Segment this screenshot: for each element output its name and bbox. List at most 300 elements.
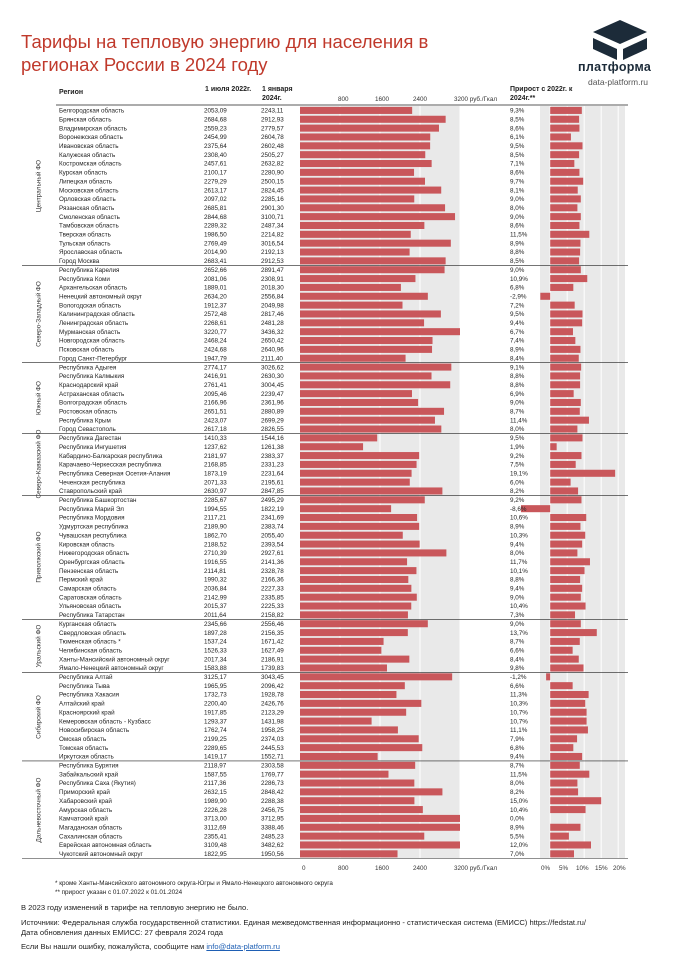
region-label: Республика Башкортостан: [59, 497, 137, 504]
growth-tick-bottom: 10%: [576, 865, 589, 872]
growth-value: 10,4%: [510, 603, 528, 611]
tariff-bar: [300, 328, 460, 335]
growth-value: 9,5%: [510, 143, 525, 150]
growth-bar: [550, 107, 582, 114]
tariff-jan2024: 3712,95: [261, 815, 284, 823]
tariff-bar: [300, 372, 432, 379]
region-label: Костромская область: [59, 160, 122, 168]
region-label: Курская область: [59, 169, 108, 177]
tariff-bar: [300, 788, 442, 795]
growth-bar: [550, 541, 582, 548]
column-header-jul2022: 1 июля 2022г.: [205, 86, 252, 93]
growth-value: 7,1%: [510, 160, 525, 168]
tariff-jan2024: 2891,47: [261, 266, 284, 274]
tariff-jul2022: 2617,18: [204, 426, 227, 434]
tariff-jan2024: 3100,71: [261, 213, 284, 221]
growth-value: 10,9%: [510, 275, 528, 283]
tariff-jul2022: 2289,32: [204, 222, 227, 230]
tariff-jan2024: 1431,98: [261, 718, 284, 726]
tariff-jan2024: 2214,82: [261, 231, 284, 239]
tariff-bar: [300, 116, 446, 123]
growth-bar: [550, 603, 585, 610]
growth-bar: [550, 408, 580, 415]
tariff-jan2024: 2123,29: [261, 709, 284, 717]
tariff-bar: [300, 735, 419, 742]
tariff-bar: [300, 231, 411, 238]
region-label: Алтайский край: [59, 700, 105, 708]
growth-value: 13,7%: [510, 629, 528, 637]
tariff-jan2024: 1544,16: [261, 435, 284, 443]
tariff-jul2022: 2189,90: [204, 523, 227, 531]
tariff-bar: [300, 833, 424, 840]
tariff-bar: [300, 133, 430, 140]
contact-email-link[interactable]: info@data-platform.ru: [206, 942, 280, 951]
group-label: [33, 672, 45, 761]
tariff-jul2022: 1916,55: [204, 558, 227, 566]
region-label: Иркутская область: [59, 753, 114, 761]
growth-bar: [550, 452, 581, 459]
growth-bar: [550, 390, 573, 397]
growth-tick-bottom: 5%: [559, 865, 569, 872]
tariff-jan2024: 2505,27: [261, 151, 284, 159]
tariff-jul2022: 2613,17: [204, 187, 227, 195]
tariff-jul2022: 2634,20: [204, 293, 227, 301]
group-label: [33, 619, 45, 672]
tariff-jul2022: 1990,32: [204, 576, 227, 584]
tariff-jul2022: 3125,17: [204, 674, 227, 681]
growth-bar: [550, 372, 580, 379]
growth-value: 6,8%: [510, 744, 525, 752]
growth-value: 11,5%: [510, 771, 528, 779]
growth-value: 9,0%: [510, 620, 525, 628]
tariff-jul2022: 2774,17: [204, 364, 227, 372]
region-label: Ненецкий автономный округ: [59, 293, 142, 301]
growth-value: 8,5%: [510, 258, 525, 266]
growth-value: 7,4%: [510, 337, 525, 345]
growth-value: 7,2%: [510, 302, 525, 310]
tariff-jan2024: 2227,33: [261, 585, 284, 593]
growth-value: 8,9%: [510, 824, 525, 832]
tariff-jan2024: 2243,11: [261, 107, 284, 115]
growth-value: 11,7%: [510, 558, 528, 566]
growth-bar: [550, 532, 585, 539]
region-label: Томская область: [59, 744, 109, 752]
tariff-jan2024: 2341,69: [261, 514, 284, 522]
tariff-bar: [300, 496, 425, 503]
tariff-jan2024: 2166,36: [261, 576, 284, 584]
growth-bar: [550, 647, 572, 654]
tariff-bar: [300, 178, 425, 185]
growth-bar: [550, 479, 570, 486]
tariff-jan2024: 2285,16: [261, 196, 284, 204]
tariff-jan2024: 2927,61: [261, 550, 284, 558]
tariff-bar: [300, 426, 441, 433]
tariff-jan2024: 2602,48: [261, 143, 284, 150]
tariff-jan2024: 1261,38: [261, 443, 284, 451]
region-label: Еврейская автономная область: [59, 842, 152, 850]
tariff-jul2022: 2632,15: [204, 789, 227, 797]
tariff-jul2022: 1947,79: [204, 355, 227, 363]
tariff-bar: [300, 505, 391, 512]
growth-bar: [550, 151, 579, 158]
region-label: Мурманская область: [59, 328, 121, 336]
region-label: Псковская область: [59, 346, 115, 354]
growth-value: 6,6%: [510, 682, 525, 690]
tariff-bar: [300, 399, 418, 406]
tariff-jul2022: 2468,24: [204, 337, 227, 345]
growth-bar: [550, 310, 582, 317]
tariff-bar: [300, 762, 415, 769]
tariff-jan2024: 2049,98: [261, 302, 284, 310]
tariff-jul2022: 2416,91: [204, 373, 227, 381]
group-label: [33, 106, 45, 265]
tariff-jul2022: 2844,68: [204, 213, 227, 221]
growth-value: 8,0%: [510, 426, 525, 434]
tariff-jan2024: 2308,91: [261, 275, 284, 283]
tariff-jul2022: 2200,40: [204, 700, 227, 708]
growth-bar: [550, 709, 586, 716]
tariff-bar: [300, 240, 451, 247]
tariff-bar: [300, 142, 430, 149]
growth-bar: [550, 328, 573, 335]
growth-bar: [550, 178, 583, 185]
growth-value: 8,2%: [510, 488, 525, 496]
tariff-bar: [300, 487, 442, 494]
growth-bar: [550, 744, 573, 751]
tariff-bar: [300, 700, 421, 707]
tariff-jan2024: 2383,37: [261, 452, 284, 460]
growth-value: 8,8%: [510, 381, 525, 389]
growth-bar: [550, 116, 579, 123]
tariff-jan2024: 2393,54: [261, 541, 284, 549]
group-label: [33, 495, 45, 619]
growth-value: 11,1%: [510, 727, 528, 735]
tariff-jul2022: 2279,29: [204, 178, 227, 186]
tariff-jul2022: 2117,21: [204, 514, 227, 522]
growth-value: 9,0%: [510, 594, 525, 602]
growth-value: 9,5%: [510, 311, 525, 319]
group-label: [33, 761, 45, 858]
growth-bar: [550, 620, 581, 627]
tick-label-bottom: 0: [302, 865, 306, 872]
growth-tick-bottom: 20%: [613, 865, 626, 872]
group-label-text: Центральный ФО: [35, 159, 43, 212]
growth-bar: [550, 142, 582, 149]
growth-value: 8,7%: [510, 762, 525, 770]
region-label: Волгоградская область: [59, 399, 127, 407]
tariff-jan2024: 2912,53: [261, 258, 284, 266]
growth-bar: [550, 355, 579, 362]
tariff-jul2022: 2761,41: [204, 381, 227, 389]
region-label: Сахалинская область: [59, 833, 123, 841]
growth-value: 9,4%: [510, 585, 525, 593]
region-label: Белгородская область: [59, 107, 125, 115]
growth-bar: [550, 346, 580, 353]
growth-bar: [550, 806, 585, 813]
tariff-bar: [300, 169, 414, 176]
tariff-bar: [300, 293, 428, 300]
region-label: Приморский край: [59, 789, 110, 797]
region-label: Республика Адыгея: [59, 364, 117, 372]
tariff-jan2024: 2361,96: [261, 399, 284, 407]
region-label: Чеченская республика: [59, 479, 126, 487]
region-label: Ярославская область: [59, 249, 123, 257]
tariff-jan2024: 2556,46: [261, 620, 284, 628]
growth-bar: [546, 673, 550, 680]
growth-bar: [550, 125, 579, 132]
tariff-bar: [300, 452, 419, 459]
region-label: Тамбовская область: [59, 222, 119, 230]
tariff-jul2022: 1994,55: [204, 505, 227, 513]
group-label-text: Дальневосточный ФО: [35, 777, 43, 843]
tariff-jan2024: 1769,77: [261, 771, 284, 779]
growth-value: 8,5%: [510, 116, 525, 124]
tariff-jan2024: 2280,90: [261, 169, 284, 177]
tariff-bar: [300, 337, 433, 344]
tariff-bar: [300, 195, 414, 202]
growth-value: 10,3%: [510, 532, 528, 540]
growth-value: 9,7%: [510, 178, 525, 186]
tariff-jan2024: 2055,40: [261, 532, 284, 540]
growth-value: 10,1%: [510, 567, 528, 575]
growth-value: 11,4%: [510, 417, 528, 425]
tariff-jan2024: 2231,64: [261, 470, 284, 478]
growth-bar: [550, 133, 571, 140]
tariff-bar: [300, 523, 419, 530]
tariff-jul2022: 2684,68: [204, 116, 227, 124]
tariff-jan2024: 2374,03: [261, 735, 284, 743]
tariff-jul2022: 2014,90: [204, 249, 227, 257]
tariff-jul2022: 1583,88: [204, 665, 227, 673]
tariff-jul2022: 2117,36: [204, 780, 227, 788]
tariff-jul2022: 2630,97: [204, 488, 227, 496]
region-label: Омская область: [59, 735, 107, 743]
growth-value: 8,2%: [510, 789, 525, 797]
tariff-bar: [300, 125, 439, 132]
tariff-bar: [300, 585, 411, 592]
growth-value: 9,1%: [510, 364, 525, 372]
region-label: Город Москва: [59, 258, 100, 266]
tariff-jul2022: 2166,96: [204, 399, 227, 407]
growth-value: 9,5%: [510, 435, 525, 443]
growth-value: 7,5%: [510, 461, 525, 469]
tariff-jul2022: 2651,51: [204, 408, 227, 416]
region-label: Саратовская область: [59, 594, 122, 602]
tariff-jul2022: 1526,33: [204, 647, 227, 655]
growth-bar: [550, 434, 582, 441]
tariff-jul2022: 2454,99: [204, 134, 227, 142]
region-label: Нижегородская область: [59, 550, 129, 558]
footer-update-date: Дата обновления данных ЕМИСС: 27 февраля 2024 года: [21, 928, 224, 937]
footnote-2: ** прирост указан с 01.07.2022 к 01.01.2024: [55, 889, 183, 896]
tick-label-top: 3200 руб./Гкал: [454, 96, 497, 103]
tariff-jan2024: 1950,56: [261, 851, 284, 858]
tariff-jul2022: 1410,33: [204, 435, 227, 443]
tariff-jan2024: 2156,35: [261, 629, 284, 637]
growth-bar: [550, 302, 574, 309]
tariff-bar: [300, 611, 408, 618]
tariff-jul2022: 2345,66: [204, 620, 227, 628]
tariff-jan2024: 2848,42: [261, 789, 284, 797]
growth-bar: [550, 160, 574, 167]
tariff-jan2024: 1671,42: [261, 638, 284, 646]
tariff-bar: [300, 532, 403, 539]
tariff-jan2024: 2225,33: [261, 603, 284, 611]
tariff-bar: [300, 709, 406, 716]
growth-value: 8,9%: [510, 523, 525, 531]
growth-bar: [550, 788, 578, 795]
region-label: Республика Тыва: [59, 682, 110, 690]
tariff-bar: [300, 797, 414, 804]
growth-value: 8,1%: [510, 187, 525, 195]
growth-value: 9,0%: [510, 213, 525, 221]
tariff-jul2022: 2114,81: [204, 567, 227, 575]
tariff-jan2024: 3043,45: [261, 674, 284, 681]
group-label-text: Южный ФО: [35, 381, 43, 416]
tariff-jul2022: 1419,17: [204, 753, 227, 761]
region-label: Новосибирская область: [59, 727, 130, 735]
tariff-jul2022: 3109,48: [204, 842, 227, 850]
growth-value: 10,3%: [510, 700, 528, 708]
growth-value: 11,5%: [510, 231, 528, 239]
group-label-text: Сибирский ФО: [35, 694, 43, 739]
tariff-bar: [300, 594, 417, 601]
region-label: Город Санкт-Петербург: [59, 355, 128, 363]
region-label: Тюменская область *: [59, 638, 121, 646]
tick-label-bottom: 3200 руб./Гкал: [454, 865, 497, 872]
region-label: Самарская область: [59, 585, 117, 593]
tariff-bar: [300, 603, 411, 610]
tariff-bar: [300, 470, 412, 477]
tariff-bar: [300, 302, 402, 309]
tariff-bar: [300, 257, 446, 264]
growth-bar: [540, 293, 550, 300]
tariff-bar: [300, 629, 408, 636]
tariff-jul2022: 1822,95: [204, 851, 227, 858]
tariff-jan2024: 2487,34: [261, 222, 284, 230]
growth-bar: [550, 399, 581, 406]
tariff-bar: [300, 443, 363, 450]
tariff-jan2024: 2604,78: [261, 134, 284, 142]
growth-bar: [550, 585, 582, 592]
tariff-jan2024: 2335,85: [261, 594, 284, 602]
tariff-jul2022: 1897,28: [204, 629, 227, 637]
region-label: Краснодарский край: [59, 381, 119, 389]
tariff-bar: [300, 346, 432, 353]
growth-value: 7,0%: [510, 851, 525, 858]
logo-name: платформа: [578, 60, 652, 74]
tick-label-top: 2400: [413, 96, 428, 103]
tariff-jan2024: 2912,93: [261, 116, 284, 124]
tariff-jul2022: 1986,50: [204, 231, 227, 239]
growth-value: 9,3%: [510, 107, 525, 115]
tariff-jan2024: 2096,42: [261, 682, 284, 690]
tariff-bar: [300, 726, 398, 733]
tariff-jan2024: 2500,15: [261, 178, 284, 186]
tariff-jan2024: 2817,46: [261, 311, 284, 319]
tariff-bar: [300, 213, 455, 220]
region-label: Республика Саха (Якутия): [59, 780, 136, 788]
tariff-bar: [300, 824, 460, 831]
region-label: Ямало-Ненецкий автономный округ: [59, 665, 164, 673]
tariff-jul2022: 1889,01: [204, 284, 227, 292]
tariff-jan2024: 2303,58: [261, 762, 284, 770]
growth-value: 8,8%: [510, 373, 525, 381]
region-label: Удмуртская республика: [59, 523, 129, 531]
tariff-jan2024: 2847,85: [261, 488, 284, 496]
growth-bar: [550, 762, 580, 769]
footnote-1: * кроме Ханты-Мансийского автономного округа-Югры и Ямало-Ненецкого автономного округа: [55, 880, 333, 887]
growth-bar: [550, 656, 579, 663]
region-label: Республика Ингушетия: [59, 443, 127, 451]
growth-bar: [550, 284, 573, 291]
tariff-bar: [300, 151, 425, 158]
tariff-jul2022: 1587,55: [204, 771, 227, 779]
tariff-bar: [300, 355, 406, 362]
growth-value: 9,8%: [510, 665, 525, 673]
tariff-jul2022: 1873,19: [204, 470, 227, 478]
region-label: Республика Карелия: [59, 266, 120, 274]
growth-value: 10,7%: [510, 718, 528, 726]
tariff-bar: [300, 381, 450, 388]
tariff-jan2024: 1627,49: [261, 647, 284, 655]
growth-value: 9,4%: [510, 320, 525, 327]
growth-bar: [550, 266, 581, 273]
tariff-jan2024: 2779,57: [261, 125, 284, 133]
growth-bar: [550, 364, 581, 371]
region-label: Архангельская область: [59, 284, 128, 292]
tariff-jan2024: 2556,84: [261, 293, 284, 301]
tariff-jul2022: 2015,37: [204, 603, 227, 611]
growth-tick-bottom: 0%: [541, 865, 551, 872]
region-label: Смоленская область: [59, 213, 120, 221]
growth-value: -8,6%: [510, 505, 527, 513]
tariff-jul2022: 1762,74: [204, 727, 227, 735]
tariff-jul2022: 2081,06: [204, 275, 227, 283]
growth-value: 8,0%: [510, 204, 525, 212]
region-label: Амурская область: [59, 806, 113, 814]
tariff-jan2024: 2640,96: [261, 346, 284, 354]
tariff-jul2022: 2226,28: [204, 806, 227, 814]
region-label: Ульяновская область: [59, 603, 122, 611]
growth-bar: [550, 514, 586, 521]
tariff-jul2022: 1965,95: [204, 682, 227, 690]
tariff-jul2022: 2071,33: [204, 479, 227, 487]
region-label: Чувашская республика: [59, 532, 127, 540]
tariff-bar: [300, 682, 405, 689]
tariff-jul2022: 2423,07: [204, 417, 227, 425]
growth-bar: [550, 664, 583, 671]
tariff-bar: [300, 364, 451, 371]
growth-bar: [550, 222, 579, 229]
tariff-jul2022: 2168,85: [204, 461, 227, 469]
region-label: Пензенская область: [59, 567, 119, 575]
group-label-text: Приволжский ФО: [35, 531, 43, 583]
growth-bar: [550, 204, 577, 211]
tariff-bar: [300, 691, 396, 698]
tariff-jan2024: 2485,23: [261, 833, 284, 841]
tariff-jul2022: 2769,49: [204, 240, 227, 248]
tariff-bar: [300, 664, 387, 671]
region-label: Забайкальский край: [59, 771, 119, 779]
tariff-jul2022: 2268,61: [204, 320, 227, 327]
growth-bar: [550, 381, 580, 388]
growth-bar: [550, 523, 580, 530]
growth-bar: [550, 195, 581, 202]
growth-value: 8,8%: [510, 576, 525, 584]
growth-bar: [550, 797, 601, 804]
tariff-jan2024: 2426,76: [261, 700, 284, 708]
